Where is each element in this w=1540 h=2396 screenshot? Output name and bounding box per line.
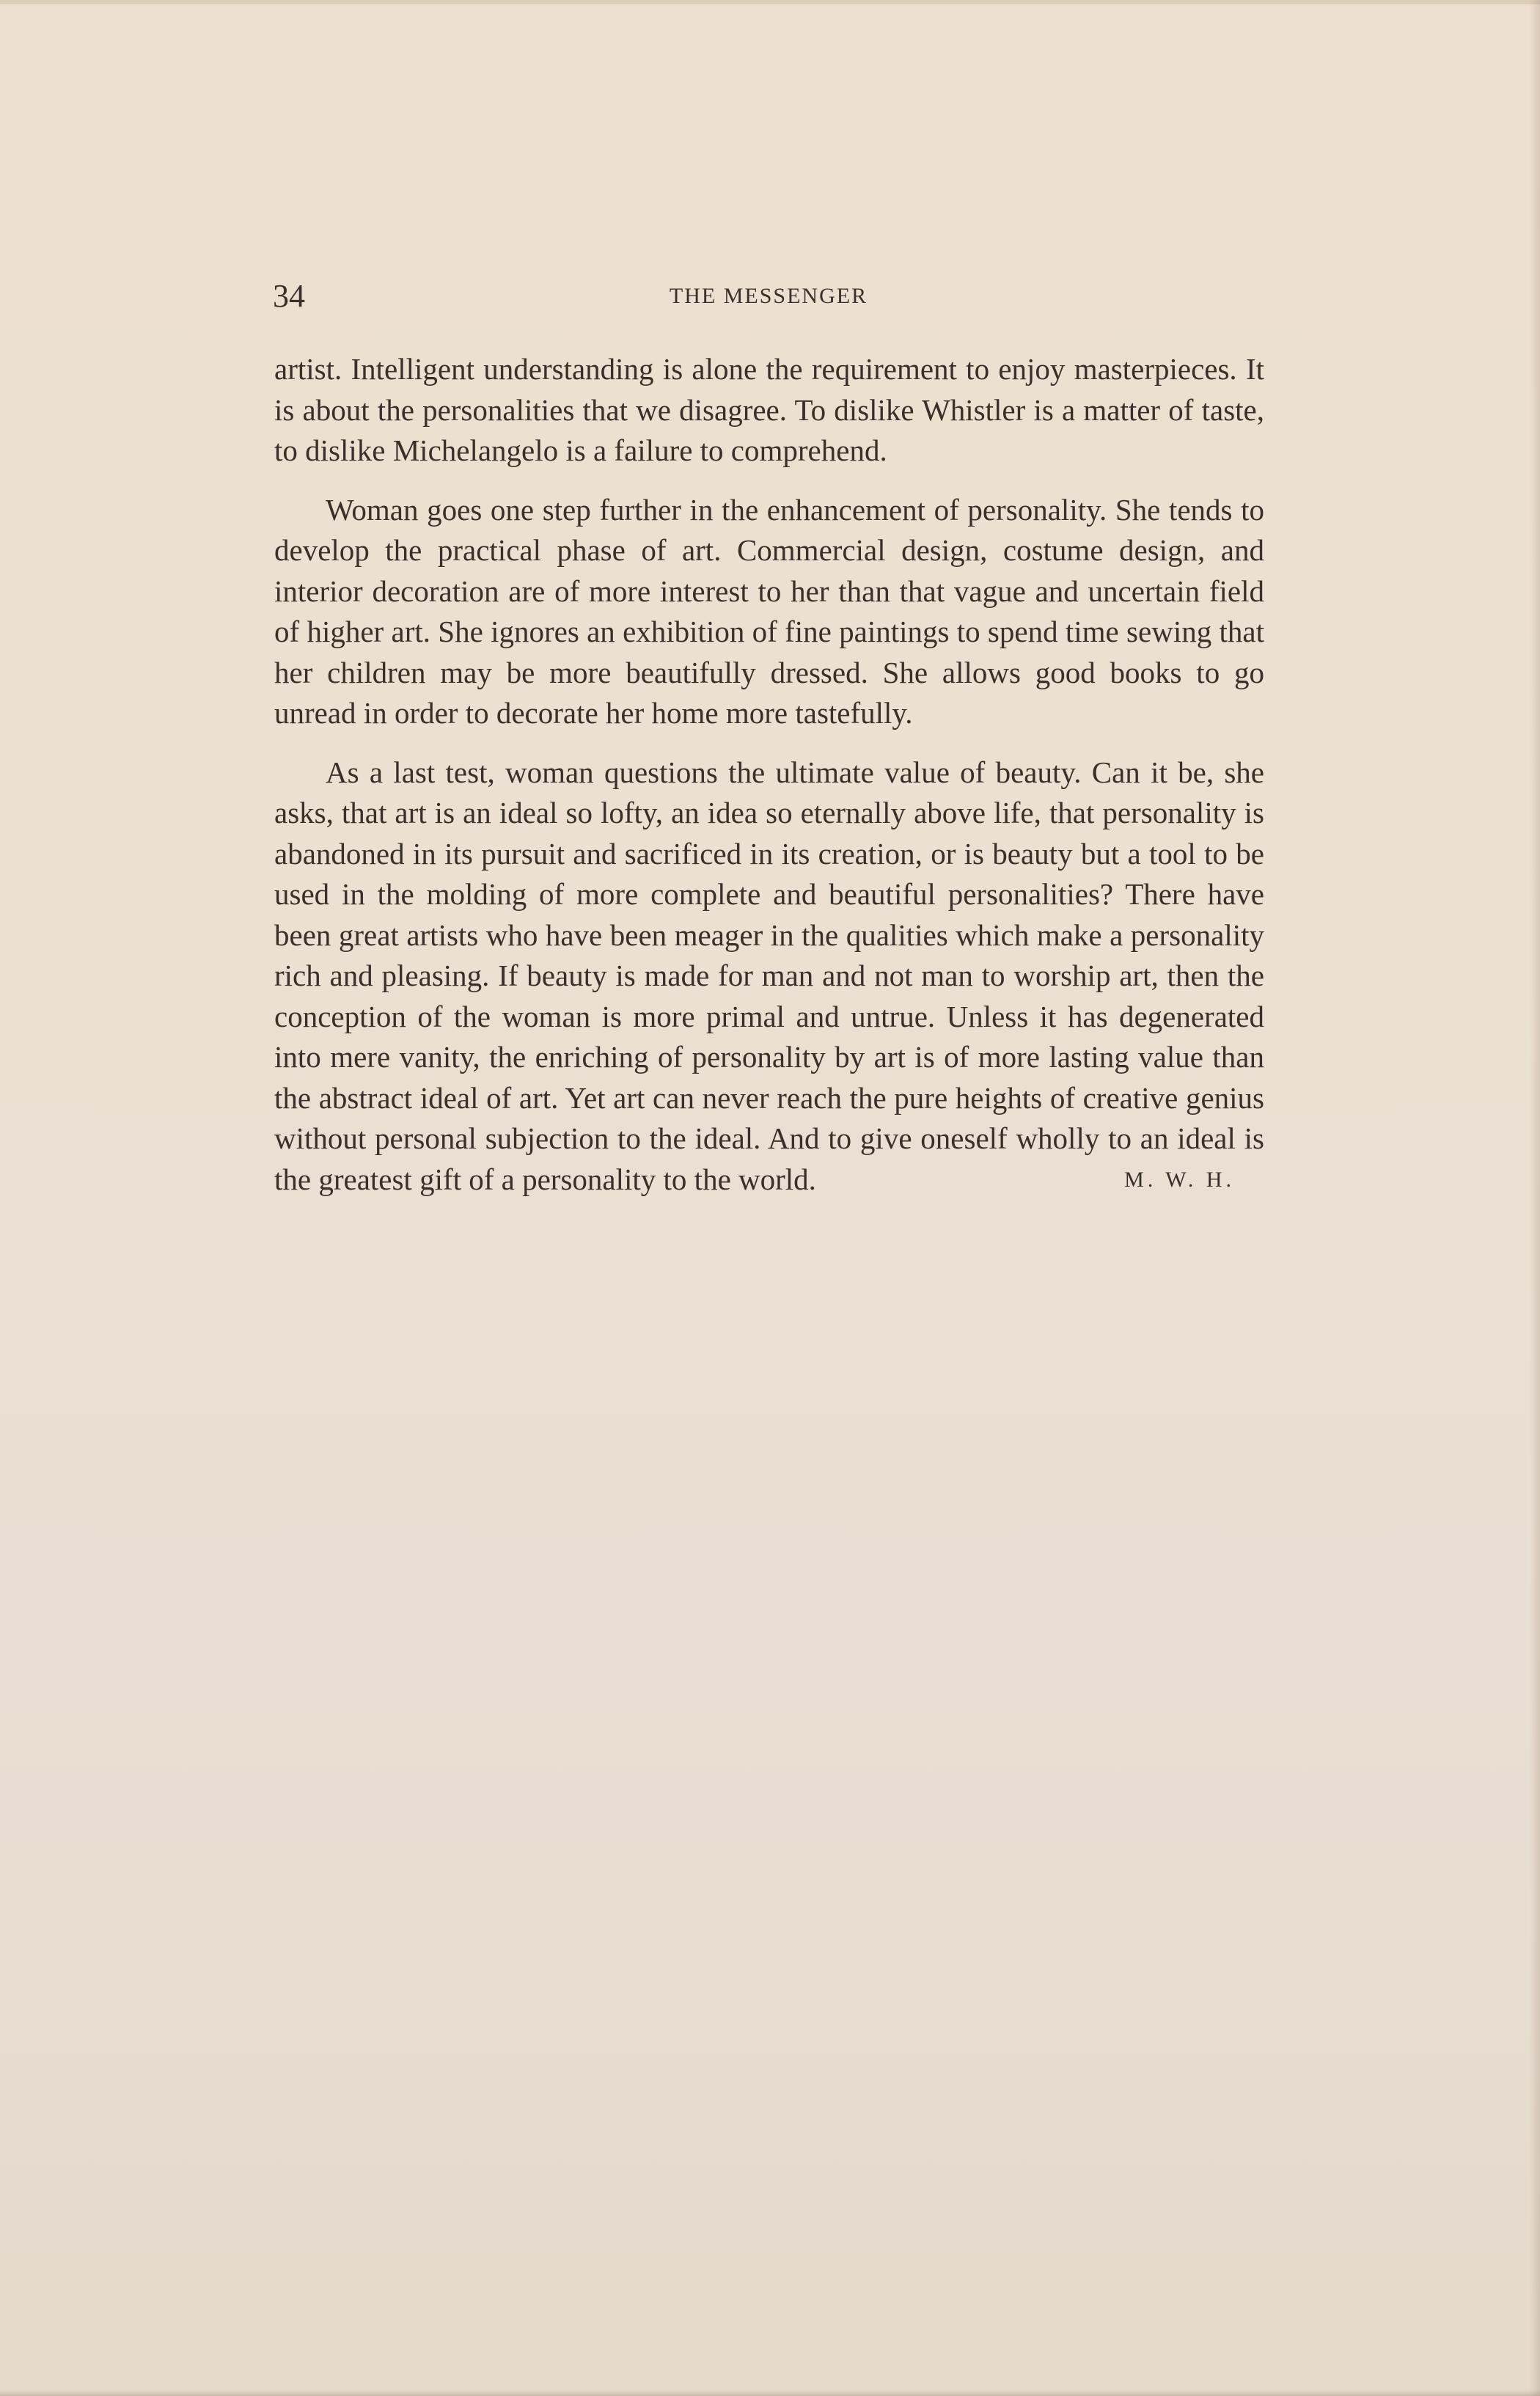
running-head: THE MESSENGER bbox=[669, 284, 868, 308]
paragraph-2: Woman goes one step further in the enhancement of personality. She tends to develop the practical phase of art. Commercial design, costume design, and interior decoration are of more interest to her than that vague and uncertain field of higher art. She ignores an exhibition of fine paintings to spend time sewing that her children may be more beautifully dressed. She allows good books to go unread in order to decorate her home more tastefully. bbox=[274, 492, 1264, 730]
paragraph-3-text: As a last test, woman questions the ultimate value of beauty. Can it be, she asks, that art is an ideal so lofty, an idea so eternally above life, that personality is abandoned in its pursuit and sacrificed in its creation, or is beauty but a tool to be used in the molding of more complete and beautiful personalities? There have been great artists who have been meager in the qualities which make a personality rich and pleasing. If beauty is made for man and not man to worship art, then the conception of the woman is more primal and untrue. Unless it has degenerated into mere vanity, the enriching of personality by art is of more lasting value than the abstract ideal of art. Yet art can never reach the pure heights of creative genius without personal subjection to the ideal. And to give oneself wholly to an ideal is the greatest gift of a personality to the world. bbox=[274, 755, 1264, 1196]
body-text bbox=[274, 349, 1264, 1200]
page-right-edge bbox=[1530, 0, 1540, 2396]
page-header bbox=[273, 274, 1264, 318]
page-number: 34 bbox=[273, 278, 305, 314]
paragraph-1: artist. Intelligent understanding is alone the requirement to enjoy masterpieces. It is about the personalities that we disagree. To dislike Whistler is a matter of taste, to dislike Michelangelo is a failure to comprehend. bbox=[274, 352, 1264, 467]
page-bottom-edge bbox=[0, 2390, 1540, 2396]
paragraph-3 bbox=[274, 752, 1264, 1201]
author-signature: M. W. H. bbox=[1124, 1167, 1235, 1192]
page-top-edge bbox=[0, 0, 1540, 4]
